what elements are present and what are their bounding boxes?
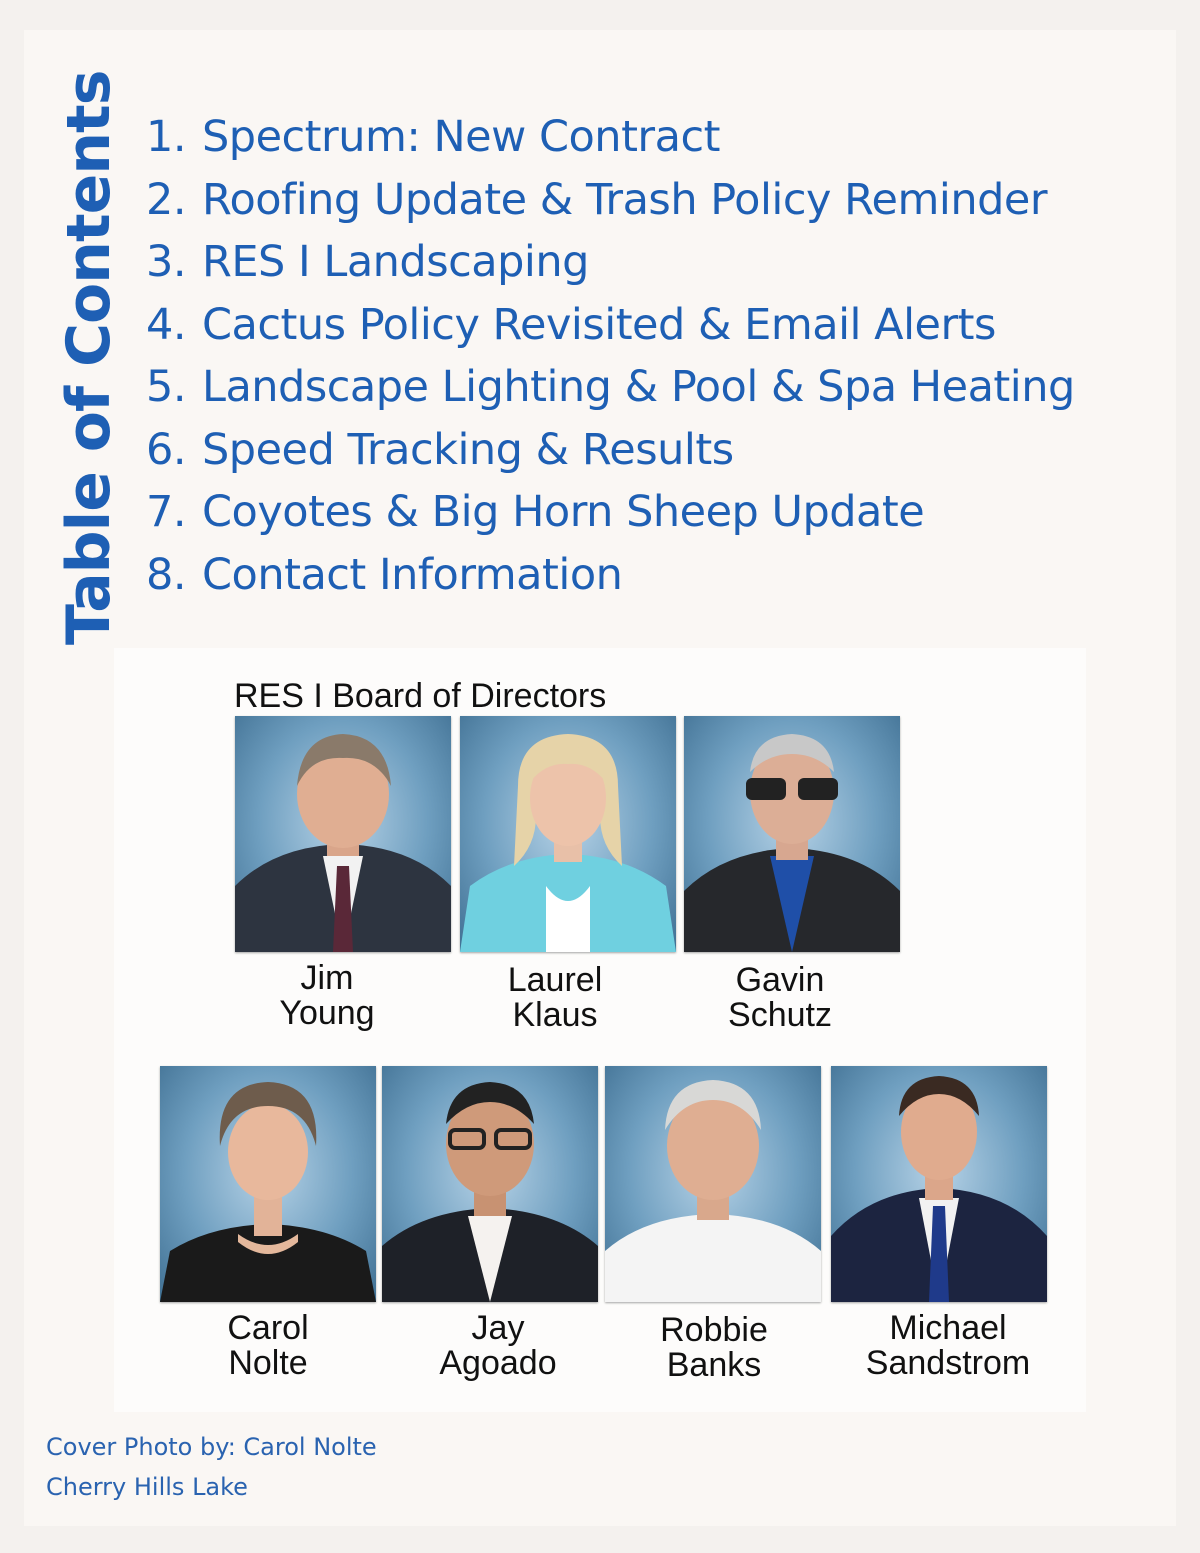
member-name [599, 1313, 829, 1383]
member-last-name: Young [279, 994, 375, 1032]
member-name [212, 961, 442, 1031]
portrait-photo [382, 1066, 598, 1302]
member-first-name: Carol [227, 1309, 309, 1347]
board-title: RES I Board of Directors [234, 677, 607, 715]
member-name [665, 963, 895, 1033]
person-silhouette-icon [160, 1066, 376, 1302]
member-last-name: Sandstrom [865, 1344, 1031, 1382]
toc-item-number: 7. [146, 487, 187, 537]
toc-item-label: Coyotes & Big Horn Sheep Update [202, 487, 925, 537]
toc-item[interactable] [146, 419, 1075, 482]
member-first-name: Jim [300, 959, 354, 997]
cover-photo-location: Cherry Hills Lake [46, 1473, 248, 1501]
toc-item-label: Spectrum: New Contract [202, 112, 720, 162]
person-silhouette-icon [831, 1066, 1047, 1302]
member-first-name: Robbie [660, 1311, 768, 1349]
member-name [440, 963, 670, 1033]
toc-item-number: 5. [146, 362, 187, 412]
portrait-photo [684, 716, 900, 952]
toc-item-number: 2. [146, 174, 187, 225]
cover-photo-credit: Cover Photo by: Carol Nolte [46, 1433, 377, 1461]
portrait-photo [235, 716, 451, 952]
member-name [383, 1311, 613, 1381]
toc-item-label: Landscape Lighting & Pool & Spa Heating [202, 362, 1075, 412]
member-last-name: Klaus [512, 996, 598, 1034]
toc-list [146, 106, 1075, 606]
toc-item-number: 3. [146, 237, 187, 287]
person-silhouette-icon [605, 1066, 821, 1302]
member-last-name: Nolte [228, 1344, 308, 1382]
member-last-name: Banks [666, 1346, 762, 1384]
toc-item-label: Contact Information [202, 549, 623, 600]
toc-item[interactable] [146, 356, 1075, 419]
toc-item-number: 4. [146, 299, 187, 350]
portrait-photo [831, 1066, 1047, 1302]
toc-item-label: RES I Landscaping [202, 237, 589, 287]
member-first-name: Jay [471, 1309, 525, 1347]
member-name [833, 1311, 1063, 1381]
person-silhouette-icon [460, 716, 676, 952]
toc-item-number: 6. [146, 424, 187, 475]
toc-item[interactable] [146, 544, 1075, 607]
member-first-name: Laurel [507, 961, 603, 999]
person-silhouette-icon [684, 716, 900, 952]
toc-item-label: Cactus Policy Revisited & Email Alerts [202, 299, 996, 350]
toc-item[interactable] [146, 169, 1075, 232]
person-silhouette-icon [382, 1066, 598, 1302]
toc-title: Table of Contents [54, 70, 124, 645]
member-last-name: Agoado [439, 1344, 557, 1382]
toc-item-number: 1. [146, 112, 187, 162]
toc-item-number: 8. [146, 549, 187, 600]
toc-item-label: Speed Tracking & Results [202, 424, 734, 475]
member-first-name: Gavin [735, 961, 825, 999]
portrait-photo [160, 1066, 376, 1302]
member-name [153, 1311, 383, 1381]
toc-item[interactable] [146, 231, 1075, 294]
member-last-name: Schutz [728, 996, 832, 1034]
toc-item[interactable] [146, 106, 1075, 169]
portrait-photo [460, 716, 676, 952]
toc-item[interactable] [146, 481, 1075, 544]
toc-item[interactable] [146, 294, 1075, 357]
member-first-name: Michael [889, 1309, 1007, 1347]
toc-item-label: Roofing Update & Trash Policy Reminder [202, 174, 1048, 225]
person-silhouette-icon [235, 716, 451, 952]
portrait-photo [605, 1066, 821, 1302]
